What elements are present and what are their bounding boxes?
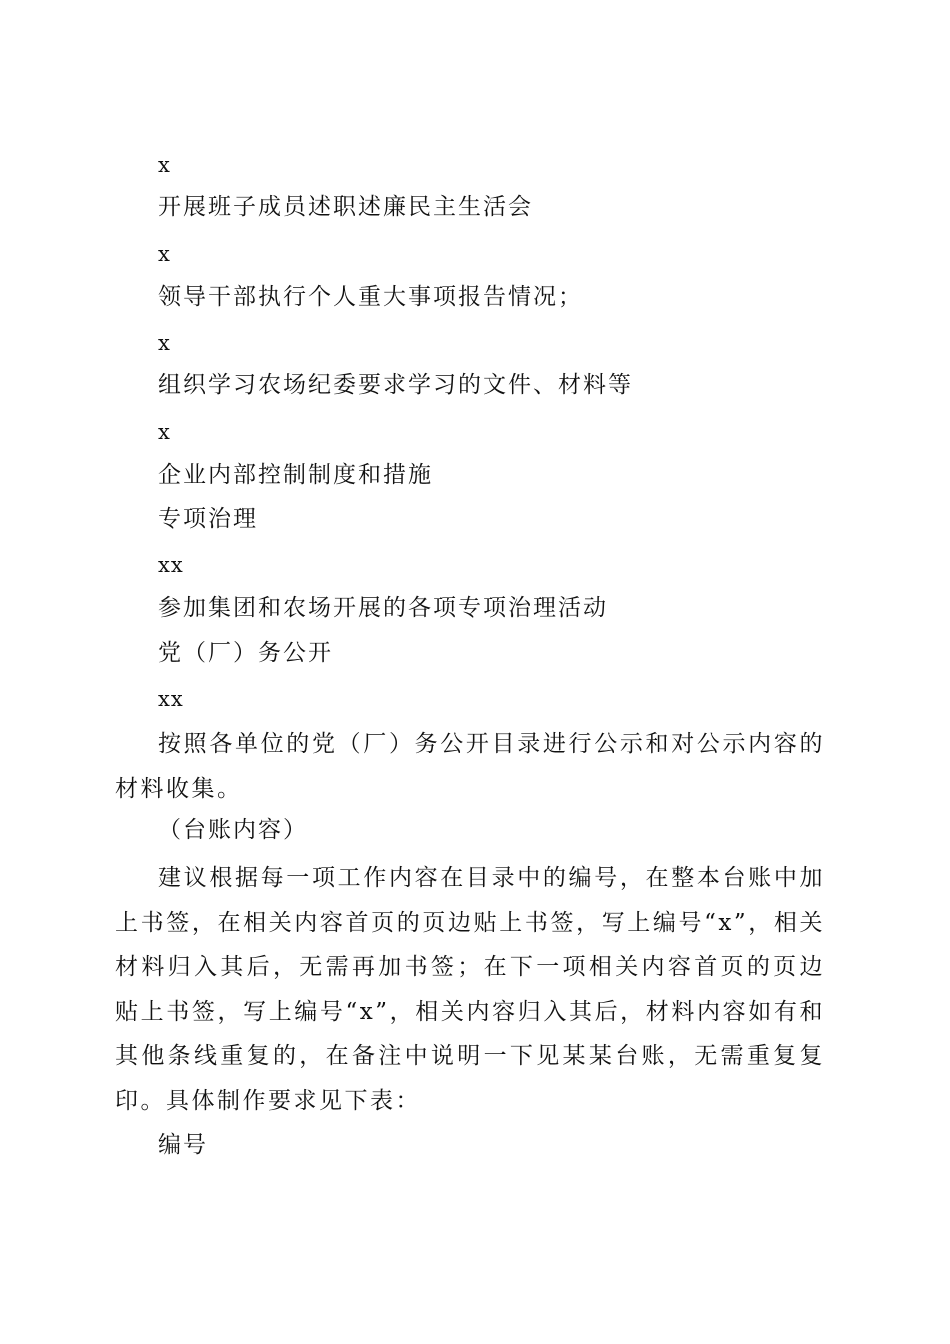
item-text: 组织学习农场纪委要求学习的文件、材料等 bbox=[158, 372, 633, 398]
item-text: 开展班子成员述职述廉民主生活会 bbox=[158, 194, 533, 220]
item-number: x bbox=[158, 242, 171, 266]
ledger-paragraph: 建议根据每一项工作内容在目录中的编号，在整本台账中加上书签，在相关内容首页的页边贴上书签，写上编号“x”，相关材料归入其后，无需再加书签；在下一项相关内容首页的页边贴上书签，写上编号“x”，相关内容归入其后，材料内容如有和其他条线重复的，在备注中说明一下见某某台账，无需重复复印。具体制作要求见下表： bbox=[115, 865, 825, 1114]
section-heading: 党（厂）务公开 bbox=[158, 640, 333, 666]
item-text: 企业内部控制制度和措施 bbox=[158, 462, 433, 488]
item-number: x bbox=[158, 420, 171, 444]
item-number: xx bbox=[158, 553, 184, 577]
section-heading: 专项治理 bbox=[158, 506, 258, 532]
item-number: xx bbox=[158, 687, 184, 711]
ledger-heading: （台账内容） bbox=[158, 817, 308, 843]
item-number: x bbox=[158, 153, 171, 177]
item-number: x bbox=[158, 331, 171, 355]
open-affairs-paragraph: 按照各单位的党（厂）务公开目录进行公示和对公示内容的材料收集。 bbox=[115, 731, 825, 802]
table-header-number: 编号 bbox=[158, 1132, 208, 1158]
item-text: 参加集团和农场开展的各项专项治理活动 bbox=[158, 595, 608, 621]
item-text: 领导干部执行个人重大事项报告情况； bbox=[158, 284, 583, 310]
